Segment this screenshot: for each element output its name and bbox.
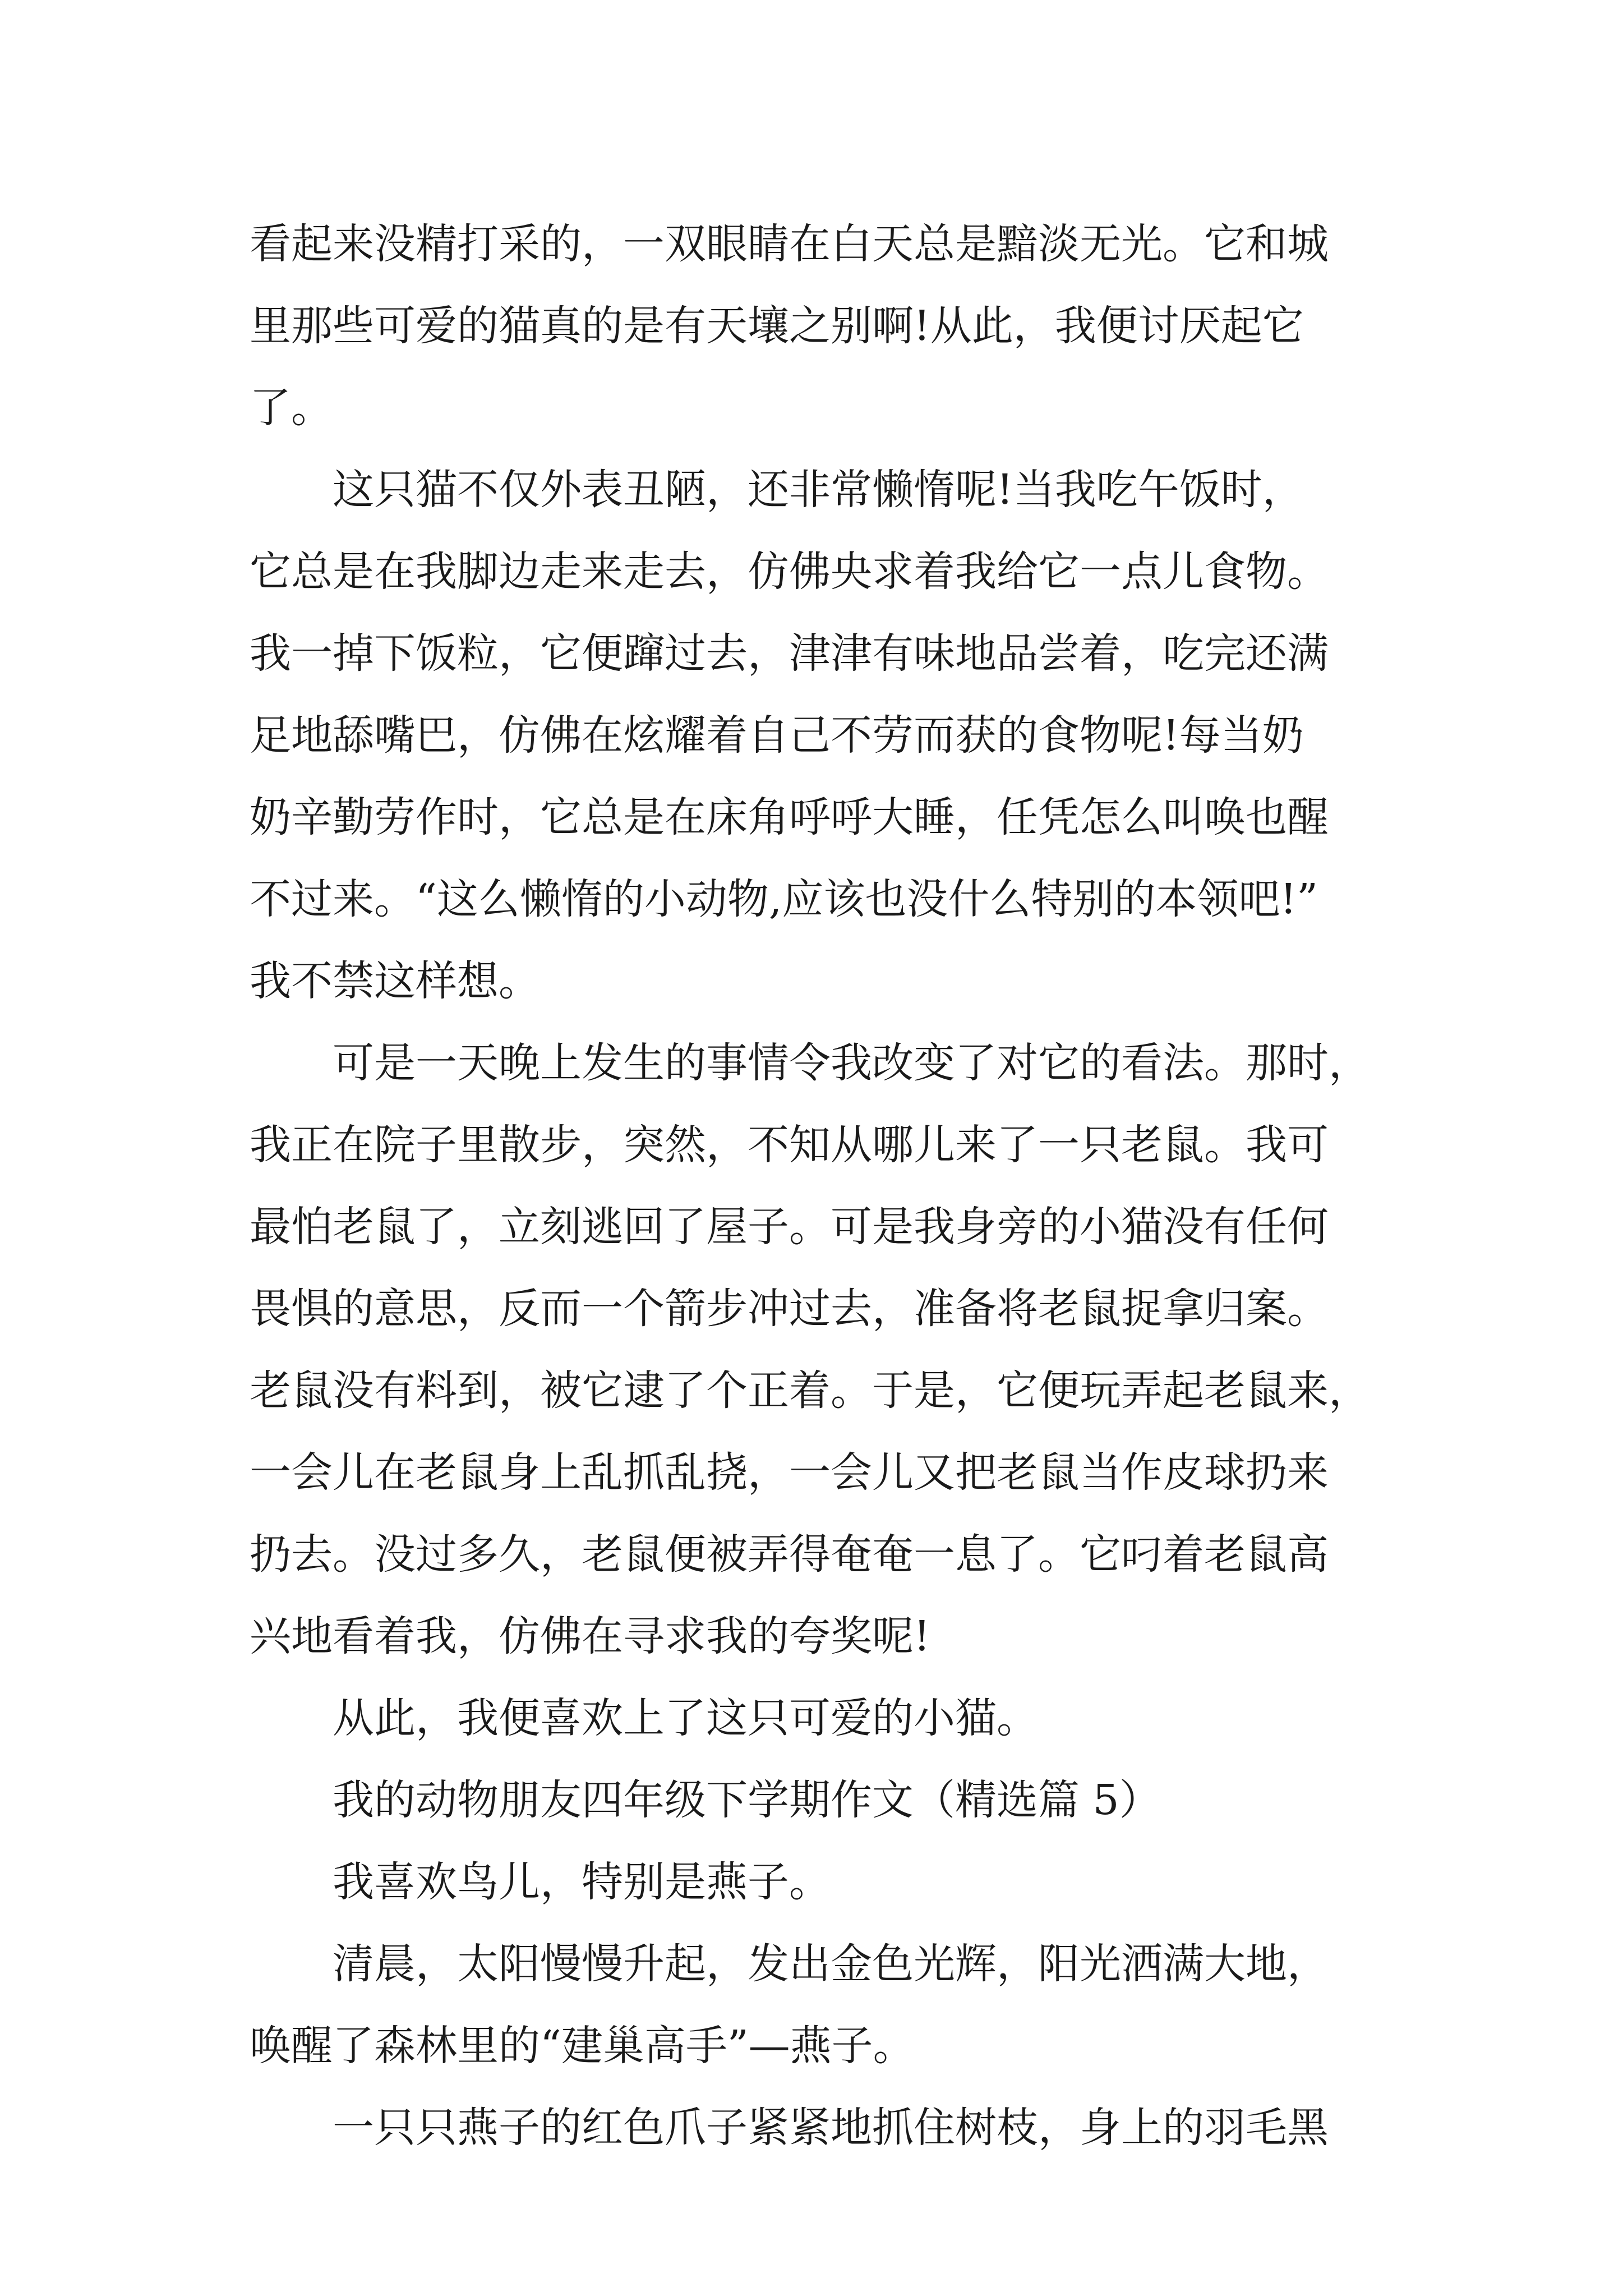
text-line: 奶辛勤劳作时，它总是在床角呼呼大睡，任凭怎么叫唤也醒	[250, 793, 1329, 841]
paragraph-start-line: 可是一天晚上发生的事情令我改变了对它的看法。那时，	[333, 1039, 1370, 1087]
text-line: 最怕老鼠了，立刻逃回了屋子。可是我身旁的小猫没有任何	[250, 1203, 1329, 1251]
text-line: 了。	[250, 384, 333, 432]
text-line: 兴地看着我，仿佛在寻求我的夸奖呢!	[250, 1612, 930, 1660]
text-line: 里那些可爱的猫真的是有天壤之别啊!从此，我便讨厌起它	[250, 302, 1304, 350]
text-line: 它总是在我脚边走来走去，仿佛央求着我给它一点儿食物。	[250, 547, 1329, 596]
paragraph-start-line: 这只猫不仅外表丑陋，还非常懒惰呢!当我吃午饭时，	[333, 466, 1304, 514]
text-line: 看起来没精打采的，一双眼睛在白天总是黯淡无光。它和城	[250, 220, 1329, 268]
paragraph-start-line: 一只只燕子的红色爪子紧紧地抓住树枝，身上的羽毛黑	[333, 2104, 1329, 2152]
section-heading: 我的动物朋友四年级下学期作文（精选篇 5）	[333, 1776, 1161, 1824]
text-line: 一会儿在老鼠身上乱抓乱挠，一会儿又把老鼠当作皮球扔来	[250, 1448, 1329, 1497]
text-line: 我不禁这样想。	[250, 957, 540, 1005]
text-line: 我一掉下饭粒，它便蹿过去，津津有味地品尝着，吃完还满	[250, 629, 1329, 678]
text-line: 不过来。“这么懒惰的小动物,应该也没什么特别的本领吧!”	[250, 875, 1318, 923]
text-line: 足地舔嘴巴，仿佛在炫耀着自己不劳而获的食物呢!每当奶	[250, 711, 1304, 760]
text-line: 畏惧的意思，反而一个箭步冲过去，准备将老鼠捉拿归案。	[250, 1285, 1329, 1333]
paragraph-start-line: 清晨，太阳慢慢升起，发出金色光辉，阳光洒满大地，	[333, 1940, 1329, 1988]
text-line: 扔去。没过多久，老鼠便被弄得奄奄一息了。它叼着老鼠高	[250, 1530, 1329, 1579]
paragraph-start-line: 我喜欢鸟儿，特别是燕子。	[333, 1858, 831, 1906]
text-line: 老鼠没有料到，被它逮了个正着。于是，它便玩弄起老鼠来，	[250, 1366, 1370, 1415]
text-line: 唤醒了森林里的“建巢高手”—燕子。	[250, 2022, 915, 2070]
paragraph-start-line: 从此，我便喜欢上了这只可爱的小猫。	[333, 1694, 1038, 1742]
body-text	[250, 203, 1444, 2169]
text-line: 我正在院子里散步，突然，不知从哪儿来了一只老鼠。我可	[250, 1121, 1329, 1169]
